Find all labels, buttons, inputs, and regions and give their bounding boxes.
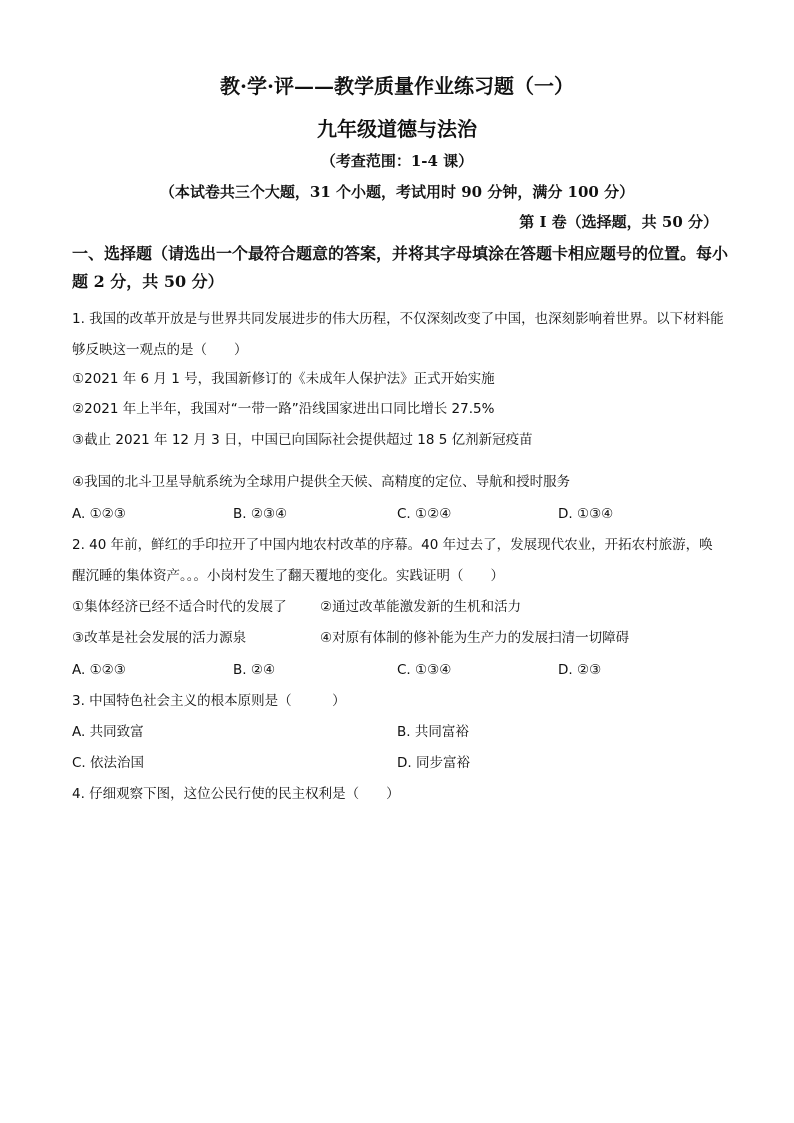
question-2-option-a[interactable]: A. ①②③ <box>72 662 126 678</box>
subject-title: 九年级道德与法治 <box>317 117 477 141</box>
question-4-stem: 4. 仔细观察下图，这位公民行使的民主权利是（ ） <box>72 786 400 802</box>
question-3-option-d[interactable]: D. 同步富裕 <box>397 755 470 771</box>
question-1-item-4: ④我国的北斗卫星导航系统为全球用户提供全天候、高精度的定位、导航和授时服务 <box>72 474 571 490</box>
question-1-option-b[interactable]: B. ②③④ <box>233 506 288 522</box>
question-2-item-3: ③改革是社会发展的活力源泉 <box>72 630 247 646</box>
question-1-option-a[interactable]: A. ①②③ <box>72 506 126 522</box>
question-1-stem: 1. 我国的改革开放是与世界共同发展进步的伟大历程，不仅深刻改变了中国，也深刻影响着世界。以下材料能够反映这一观点的是（ ） <box>72 311 724 358</box>
exam-info: （本试卷共三个大题，31 个小题，考试用时 90 分钟，满分 100 分） <box>159 183 635 201</box>
question-2-item-4: ④对原有体制的修补能为生产力的发展扫清一切障碍 <box>320 630 630 646</box>
section-heading: 一、选择题（请选出一个最符合题意的答案，并将其字母填涂在答题卡相应题号的位置。每小题 2 分，共 50 分） <box>72 244 729 291</box>
question-2-option-b[interactable]: B. ②④ <box>233 662 276 678</box>
volume-heading: 第 I 卷（选择题，共 50 分） <box>519 213 718 231</box>
question-2-option-d[interactable]: D. ②③ <box>558 662 602 678</box>
question-3-option-c[interactable]: C. 依法治国 <box>72 755 145 771</box>
question-1-option-c[interactable]: C. ①②④ <box>397 506 452 522</box>
question-2-item-1: ①集体经济已经不适合时代的发展了 <box>72 599 287 615</box>
question-1-item-1: ①2021 年 6 月 1 号，我国新修订的《未成年人保护法》正式开始实施 <box>72 371 495 387</box>
exam-scope: （考查范围：1-4 课） <box>320 152 474 170</box>
question-1-item-3: ③截止 2021 年 12 月 3 日，中国已向国际社会提供超过 18 5 亿剂新冠疫苗 <box>72 432 533 448</box>
question-1-item-2: ②2021 年上半年，我国对“一带一路”沿线国家进出口同比增长 27.5% <box>72 401 495 417</box>
question-3-option-b[interactable]: B. 共同富裕 <box>397 724 469 740</box>
question-3-option-a[interactable]: A. 共同致富 <box>72 724 144 740</box>
question-2-item-2: ②通过改革能激发新的生机和活力 <box>320 599 522 615</box>
question-3-stem: 3. 中国特色社会主义的根本原则是（ ） <box>72 693 346 709</box>
exam-title: 教·学·评——教学质量作业练习题（一） <box>220 74 574 98</box>
question-2-stem: 2. 40 年前，鲜红的手印拉开了中国内地农村改革的序幕。40 年过去了，发展现代农业，开拓农村旅游，唤醒沉睡的集体资产。。。小岗村发生了翻天覆地的变化。实践证明（ ） <box>72 537 713 584</box>
question-1-option-d[interactable]: D. ①③④ <box>558 506 614 522</box>
question-2-option-c[interactable]: C. ①③④ <box>397 662 452 678</box>
